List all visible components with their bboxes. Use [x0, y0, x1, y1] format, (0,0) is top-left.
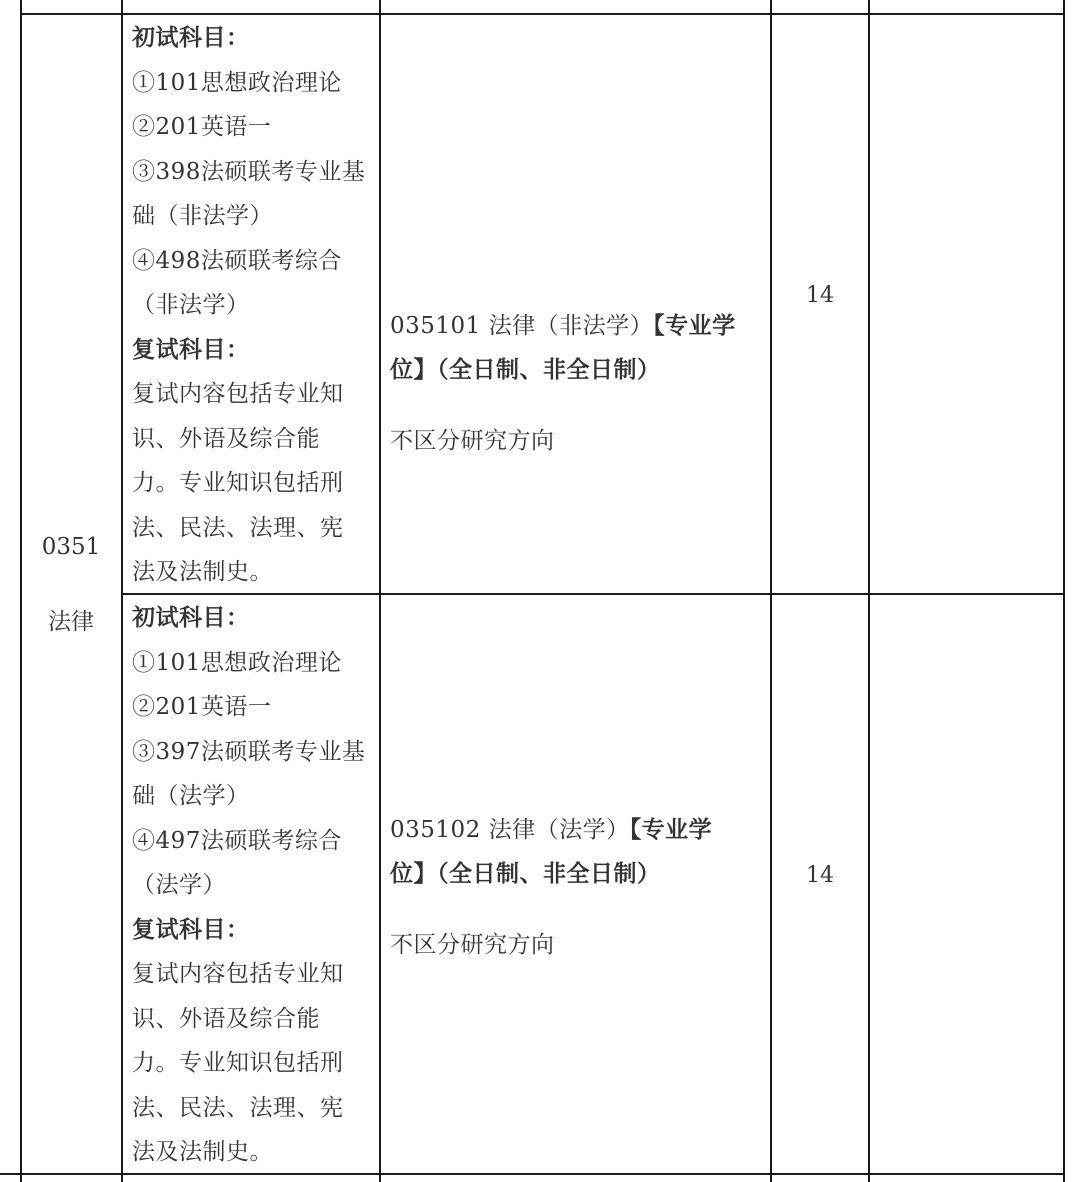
degree-type-end: 位】（全日制、非全日制） — [390, 860, 661, 887]
exam-subjects-cell — [132, 16, 378, 595]
initial-subject-item: ④498法硕联考综合 — [132, 247, 342, 274]
initial-subject-item: 础（非法学） — [132, 203, 273, 229]
department-code: 0351 — [41, 534, 101, 560]
column-divider-left-edge — [20, 0, 22, 1182]
major-code-name: 035102 法律（法学） — [390, 817, 630, 843]
retest-line: 法、民法、法理、宪 — [132, 1094, 344, 1121]
research-direction: 不区分研究方向 — [390, 932, 555, 958]
major-name-line — [390, 304, 765, 348]
initial-subject-item: ④497法硕联考综合 — [132, 827, 342, 854]
major-cell — [390, 304, 765, 463]
column-divider-quota — [868, 0, 870, 1182]
initial-subject-item: ②201英语一 — [132, 114, 272, 140]
initial-subject-item: 础（法学） — [132, 783, 250, 809]
retest-line: 法及法制史。 — [132, 559, 273, 585]
department-name: 法律 — [48, 609, 94, 635]
initial-exam-title: 初试科目： — [132, 24, 250, 51]
enrollment-quota: 14 — [806, 863, 834, 888]
degree-type-start: 【专业学 — [653, 312, 736, 339]
degree-type-end: 位】（全日制、非全日制） — [390, 356, 661, 383]
column-divider-dept — [121, 0, 123, 1182]
retest-line: 法、民法、法理、宪 — [132, 514, 344, 541]
initial-subject-item: （法学） — [132, 872, 226, 898]
retest-title: 复试科目： — [132, 915, 250, 943]
retest-line: 力。专业知识包括刑 — [132, 1050, 344, 1076]
retest-line: 力。专业知识包括刑 — [132, 470, 344, 496]
major-code-name: 035101 法律（非法学） — [390, 313, 654, 339]
degree-type-start: 【专业学 — [629, 816, 713, 843]
retest-line: 法及法制史。 — [132, 1139, 273, 1165]
initial-subject-item: ①101思想政治理论 — [132, 649, 342, 676]
column-divider-major — [770, 0, 772, 1182]
initial-exam-title: 初试科目： — [132, 604, 250, 631]
retest-line: 识、外语及综合能 — [132, 1005, 320, 1032]
initial-subject-item: ②201英语一 — [132, 694, 272, 720]
retest-line: 识、外语及综合能 — [132, 425, 320, 452]
initial-subject-item: ①101思想政治理论 — [132, 69, 342, 96]
retest-line: 复试内容包括专业知 — [132, 961, 344, 987]
research-direction: 不区分研究方向 — [390, 428, 555, 454]
enrollment-quota: 14 — [806, 283, 834, 308]
exam-subjects-cell — [132, 596, 378, 1175]
column-divider-right-edge — [1063, 0, 1065, 1182]
initial-subject-item: （非法学） — [132, 292, 250, 318]
column-divider-exam — [379, 0, 381, 1182]
initial-subject-item: ③398法硕联考专业基 — [132, 158, 366, 185]
initial-subject-item: ③397法硕联考专业基 — [132, 738, 366, 765]
retest-title: 复试科目： — [132, 335, 250, 363]
major-cell — [390, 808, 765, 967]
major-name-line — [390, 808, 765, 852]
retest-line: 复试内容包括专业知 — [132, 381, 344, 407]
row-divider-top — [22, 13, 1065, 15]
